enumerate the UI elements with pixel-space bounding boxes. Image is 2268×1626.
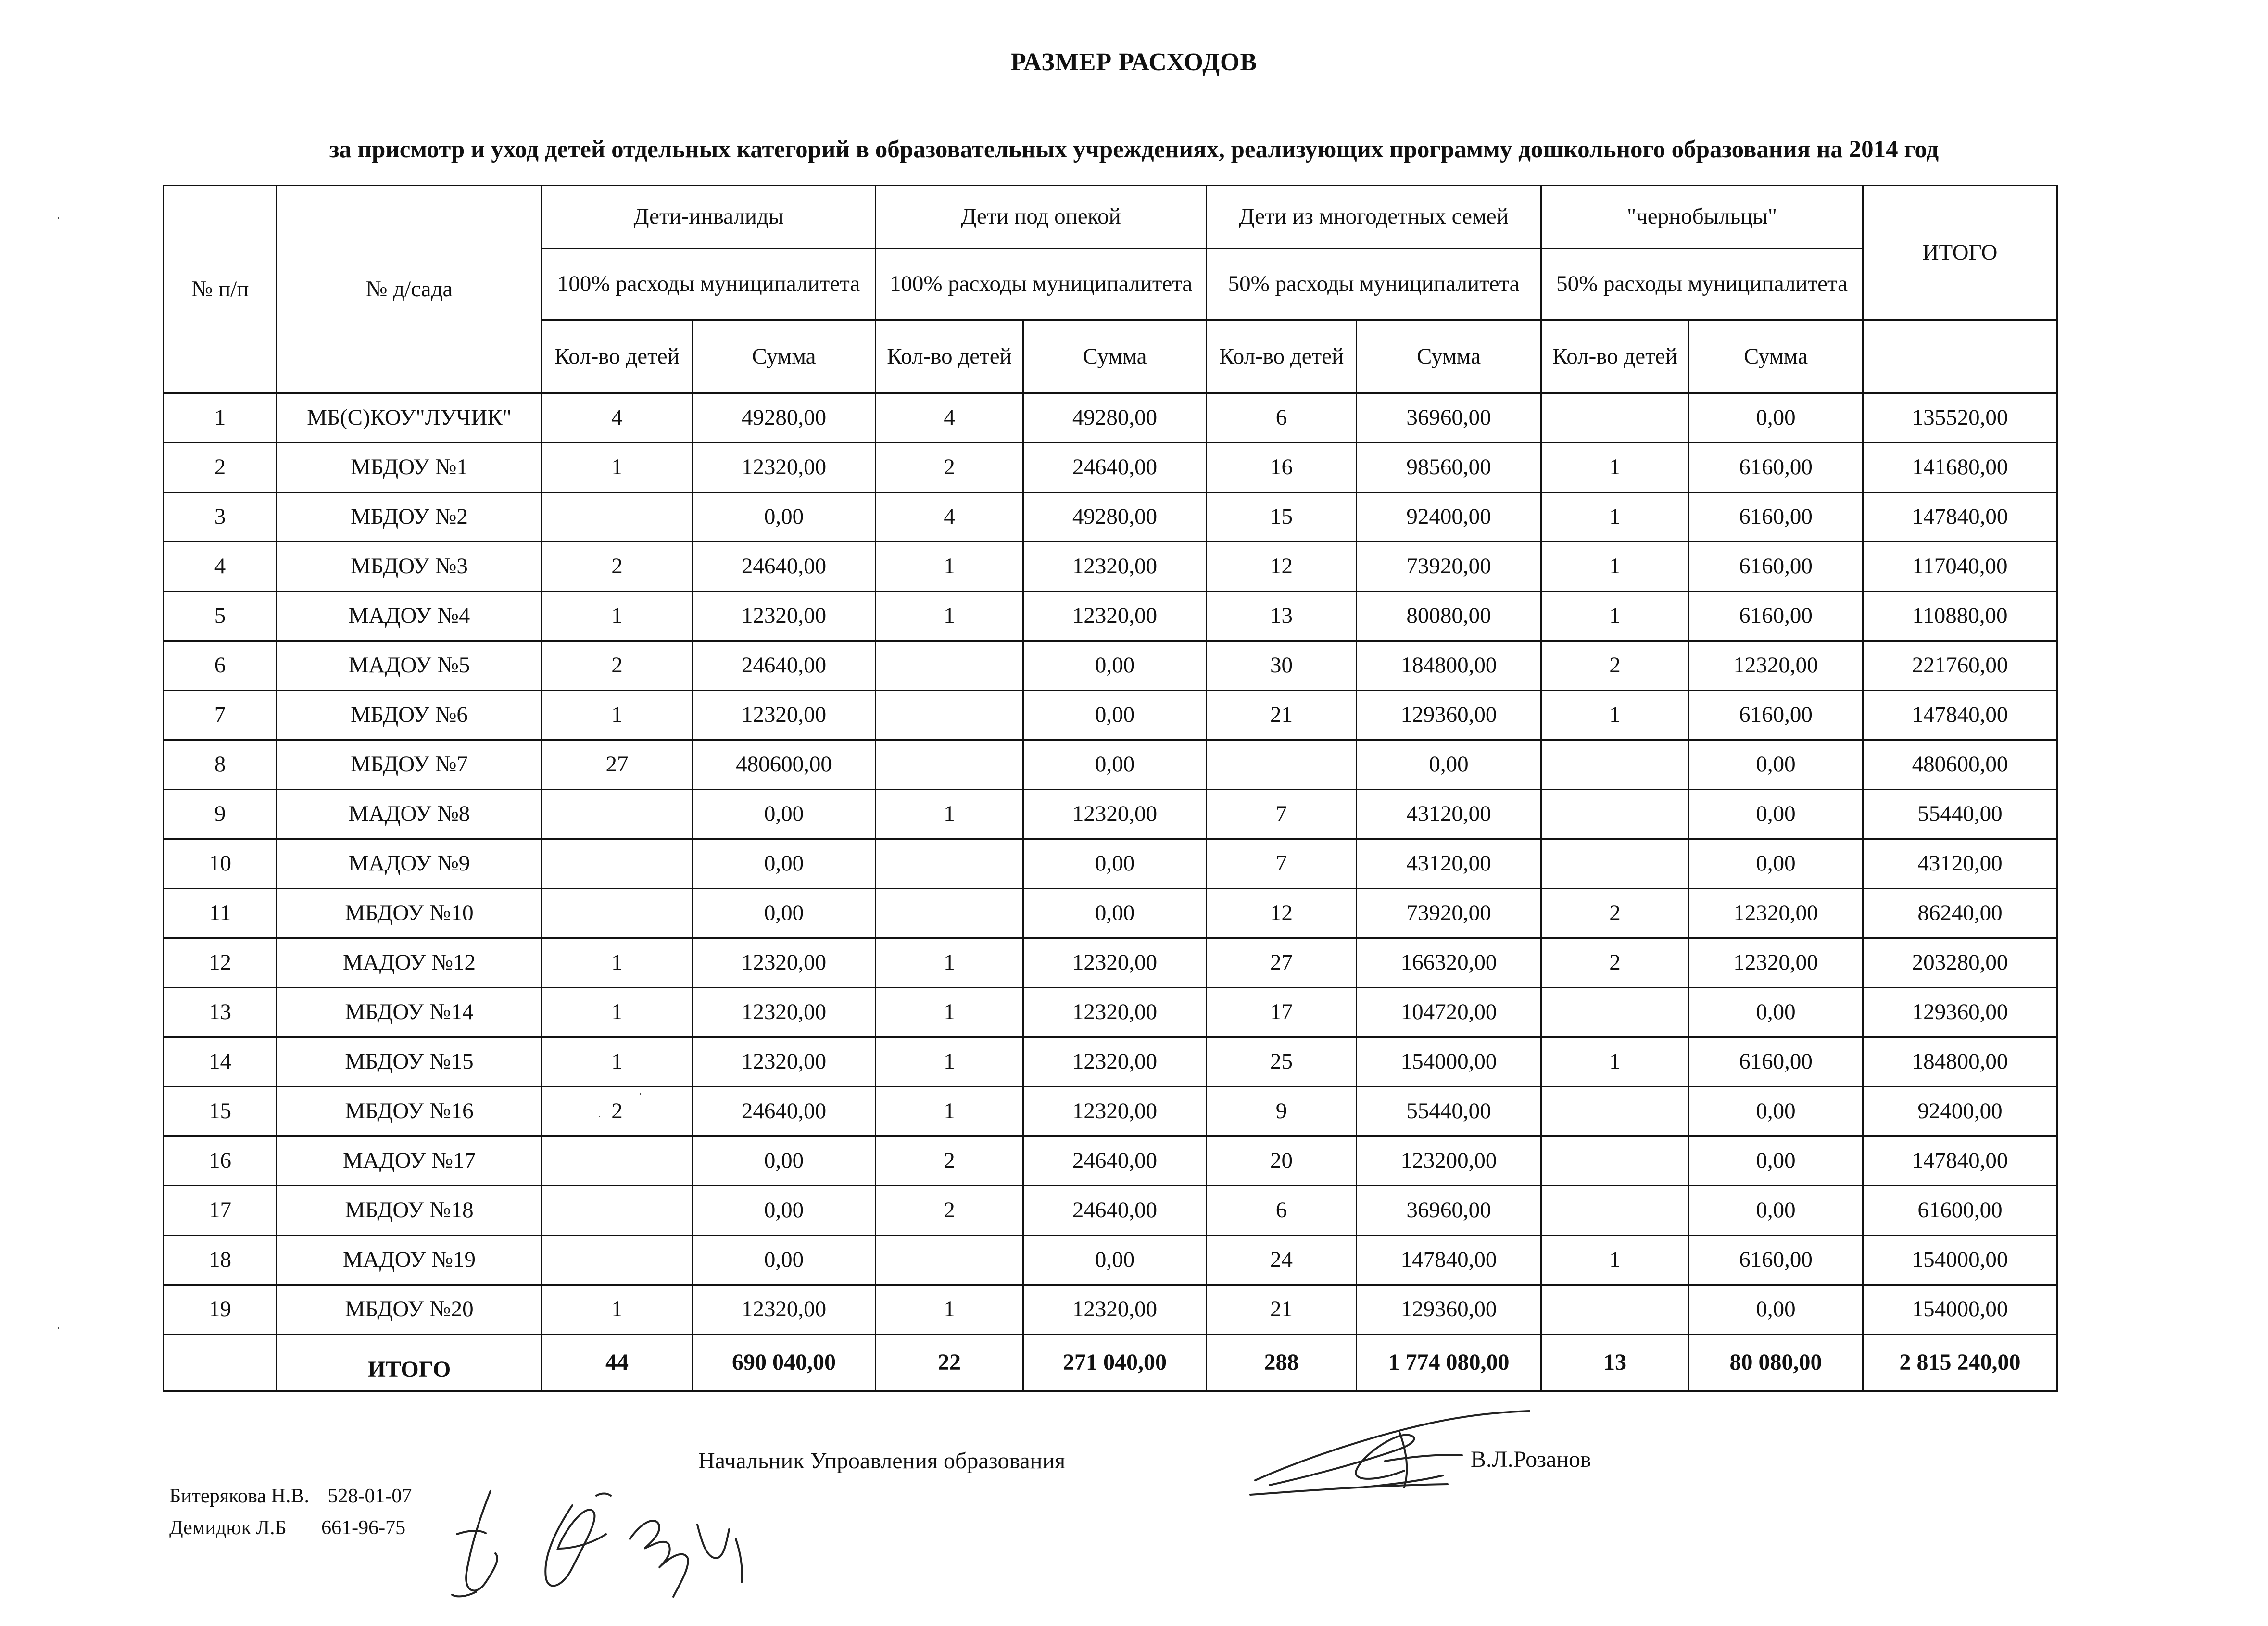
totals-row xyxy=(164,1335,2057,1391)
disabled-count-cell: 1 xyxy=(542,1285,693,1335)
guardianship-sum-cell: 12320,00 xyxy=(1023,1087,1207,1136)
row-num-cell: 12 xyxy=(164,938,277,988)
executors-signatures-image xyxy=(447,1476,813,1611)
contact-name: Демидюк Л.Б xyxy=(169,1517,287,1539)
guardianship-sum-cell: 12320,00 xyxy=(1023,790,1207,839)
chernobyl-count-cell: 1 xyxy=(1541,443,1689,492)
row-num-cell: 2 xyxy=(164,443,277,492)
chernobyl-sum-cell: 0,00 xyxy=(1689,393,1863,443)
totals-cell: 690 040,00 xyxy=(693,1335,876,1391)
large-families-sum-cell: 123200,00 xyxy=(1357,1136,1541,1186)
chernobyl-count-cell xyxy=(1541,839,1689,889)
contacts-block xyxy=(169,1480,412,1544)
table-row xyxy=(164,1136,2057,1186)
guardianship-sum-cell: 0,00 xyxy=(1023,839,1207,889)
table-row xyxy=(164,889,2057,938)
disabled-sum-cell: 24640,00 xyxy=(693,641,876,691)
header-note-large-families: 50% расходы муниципалитета xyxy=(1207,249,1541,320)
chernobyl-sum-cell: 12320,00 xyxy=(1689,641,1863,691)
table-row xyxy=(164,542,2057,592)
large-families-count-cell: 24 xyxy=(1207,1235,1357,1285)
disabled-sum-cell: 12320,00 xyxy=(693,988,876,1037)
totals-num-empty xyxy=(164,1335,277,1391)
table-row xyxy=(164,393,2057,443)
header-kindergarten: № д/сада xyxy=(277,186,542,393)
chernobyl-count-cell: 1 xyxy=(1541,592,1689,641)
row-total-cell: 117040,00 xyxy=(1863,542,2057,592)
kindergarten-name-cell: МБДОУ №1 xyxy=(277,443,542,492)
large-families-count-cell: 13 xyxy=(1207,592,1357,641)
chernobyl-sum-cell: 0,00 xyxy=(1689,1285,1863,1335)
disabled-count-cell xyxy=(542,790,693,839)
disabled-count-cell xyxy=(542,839,693,889)
disabled-sum-cell: 0,00 xyxy=(693,1186,876,1235)
table-row xyxy=(164,1285,2057,1335)
disabled-sum-cell: 0,00 xyxy=(693,1235,876,1285)
disabled-count-cell xyxy=(542,1186,693,1235)
large-families-sum-cell: 43120,00 xyxy=(1357,790,1541,839)
disabled-sum-cell: 0,00 xyxy=(693,839,876,889)
kindergarten-name-cell: МБДОУ №2 xyxy=(277,492,542,542)
large-families-count-cell: 17 xyxy=(1207,988,1357,1037)
header-note-chernobyl: 50% расходы муниципалитета xyxy=(1541,249,1863,320)
disabled-sum-cell: 0,00 xyxy=(693,492,876,542)
large-families-count-cell: 30 xyxy=(1207,641,1357,691)
header-note-guardianship: 100% расходы муниципалитета xyxy=(876,249,1207,320)
chernobyl-sum-cell: 0,00 xyxy=(1689,790,1863,839)
chernobyl-sum-cell: 0,00 xyxy=(1689,1136,1863,1186)
row-num-cell: 9 xyxy=(164,790,277,839)
table-row xyxy=(164,641,2057,691)
header-sum: Сумма xyxy=(693,320,876,393)
guardianship-count-cell: 2 xyxy=(876,1186,1023,1235)
expenses-table xyxy=(163,185,2058,1392)
header-total-empty xyxy=(1863,320,2057,393)
disabled-sum-cell: 0,00 xyxy=(693,1136,876,1186)
disabled-sum-cell: 24640,00 xyxy=(693,1087,876,1136)
disabled-sum-cell: 12320,00 xyxy=(693,443,876,492)
table-row xyxy=(164,1186,2057,1235)
row-total-cell: 147840,00 xyxy=(1863,1136,2057,1186)
header-count: Кол-во детей xyxy=(1541,320,1689,393)
header-num: № п/п xyxy=(164,186,277,393)
scan-speck xyxy=(58,1327,59,1329)
large-families-sum-cell: 36960,00 xyxy=(1357,1186,1541,1235)
large-families-count-cell: 12 xyxy=(1207,889,1357,938)
disabled-count-cell: 1 xyxy=(542,938,693,988)
disabled-count-cell: 1 xyxy=(542,691,693,740)
large-families-count-cell: 21 xyxy=(1207,691,1357,740)
chernobyl-sum-cell: 0,00 xyxy=(1689,839,1863,889)
guardianship-sum-cell: 0,00 xyxy=(1023,1235,1207,1285)
large-families-sum-cell: 184800,00 xyxy=(1357,641,1541,691)
totals-label: ИТОГО xyxy=(277,1335,542,1391)
contact-row xyxy=(169,1512,412,1544)
guardianship-sum-cell: 24640,00 xyxy=(1023,1186,1207,1235)
large-families-sum-cell: 73920,00 xyxy=(1357,889,1541,938)
large-families-sum-cell: 55440,00 xyxy=(1357,1087,1541,1136)
row-total-cell: 135520,00 xyxy=(1863,393,2057,443)
large-families-count-cell: 6 xyxy=(1207,1186,1357,1235)
kindergarten-name-cell: МБДОУ №15 xyxy=(277,1037,542,1087)
chernobyl-count-cell: 2 xyxy=(1541,938,1689,988)
disabled-count-cell: 1 xyxy=(542,988,693,1037)
row-total-cell: 203280,00 xyxy=(1863,938,2057,988)
guardianship-sum-cell: 0,00 xyxy=(1023,740,1207,790)
guardianship-count-cell: 1 xyxy=(876,592,1023,641)
chernobyl-count-cell: 1 xyxy=(1541,542,1689,592)
header-sum: Сумма xyxy=(1689,320,1863,393)
row-total-cell: 92400,00 xyxy=(1863,1087,2057,1136)
large-families-sum-cell: 129360,00 xyxy=(1357,691,1541,740)
scan-speck xyxy=(640,1093,641,1095)
chernobyl-count-cell: 1 xyxy=(1541,691,1689,740)
row-num-cell: 4 xyxy=(164,542,277,592)
chernobyl-count-cell xyxy=(1541,1285,1689,1335)
row-num-cell: 14 xyxy=(164,1037,277,1087)
large-families-count-cell: 12 xyxy=(1207,542,1357,592)
row-num-cell: 11 xyxy=(164,889,277,938)
large-families-sum-cell: 0,00 xyxy=(1357,740,1541,790)
row-total-cell: 43120,00 xyxy=(1863,839,2057,889)
large-families-sum-cell: 129360,00 xyxy=(1357,1285,1541,1335)
chernobyl-count-cell: 1 xyxy=(1541,492,1689,542)
kindergarten-name-cell: МБДОУ №18 xyxy=(277,1186,542,1235)
chernobyl-sum-cell: 6160,00 xyxy=(1689,592,1863,641)
disabled-count-cell: 4 xyxy=(542,393,693,443)
row-num-cell: 16 xyxy=(164,1136,277,1186)
row-total-cell: 147840,00 xyxy=(1863,492,2057,542)
scan-speck xyxy=(599,1116,600,1117)
disabled-sum-cell: 0,00 xyxy=(693,889,876,938)
disabled-count-cell xyxy=(542,1136,693,1186)
large-families-count-cell xyxy=(1207,740,1357,790)
table-row xyxy=(164,1037,2057,1087)
document-subtitle: за присмотр и уход детей отдельных категорий в образовательных учреждениях, реализующих программу дошкольного образования на 2014 год xyxy=(329,136,1939,163)
row-num-cell: 13 xyxy=(164,988,277,1037)
table-row xyxy=(164,492,2057,542)
chernobyl-count-cell: 1 xyxy=(1541,1235,1689,1285)
row-total-cell: 129360,00 xyxy=(1863,988,2057,1037)
header-sum: Сумма xyxy=(1357,320,1541,393)
chernobyl-count-cell: 1 xyxy=(1541,1037,1689,1087)
header-count: Кол-во детей xyxy=(1207,320,1357,393)
header-total: ИТОГО xyxy=(1863,186,2057,320)
chernobyl-sum-cell: 0,00 xyxy=(1689,1186,1863,1235)
header-group-chernobyl: "чернобыльцы" xyxy=(1541,186,1863,249)
chernobyl-count-cell xyxy=(1541,1136,1689,1186)
guardianship-count-cell: 1 xyxy=(876,1285,1023,1335)
chernobyl-sum-cell: 6160,00 xyxy=(1689,542,1863,592)
disabled-count-cell: 1 xyxy=(542,592,693,641)
guardianship-count-cell: 2 xyxy=(876,1136,1023,1186)
row-total-cell: 86240,00 xyxy=(1863,889,2057,938)
totals-cell: 44 xyxy=(542,1335,693,1391)
table-row xyxy=(164,938,2057,988)
disabled-count-cell: 1 xyxy=(542,1037,693,1087)
header-group-disabled: Дети-инвалиды xyxy=(542,186,876,249)
row-total-cell: 55440,00 xyxy=(1863,790,2057,839)
kindergarten-name-cell: МБДОУ №10 xyxy=(277,889,542,938)
row-num-cell: 1 xyxy=(164,393,277,443)
guardianship-sum-cell: 12320,00 xyxy=(1023,988,1207,1037)
header-row-groups xyxy=(164,186,2057,249)
guardianship-count-cell xyxy=(876,889,1023,938)
table-row xyxy=(164,790,2057,839)
kindergarten-name-cell: МБДОУ №3 xyxy=(277,542,542,592)
row-num-cell: 19 xyxy=(164,1285,277,1335)
disabled-sum-cell: 480600,00 xyxy=(693,740,876,790)
chernobyl-sum-cell: 12320,00 xyxy=(1689,938,1863,988)
large-families-count-cell: 27 xyxy=(1207,938,1357,988)
row-num-cell: 7 xyxy=(164,691,277,740)
totals-cell: 288 xyxy=(1207,1335,1357,1391)
chernobyl-count-cell: 2 xyxy=(1541,641,1689,691)
guardianship-count-cell xyxy=(876,740,1023,790)
guardianship-count-cell xyxy=(876,641,1023,691)
contact-row xyxy=(169,1480,412,1512)
guardianship-sum-cell: 24640,00 xyxy=(1023,443,1207,492)
kindergarten-name-cell: МБДОУ №7 xyxy=(277,740,542,790)
kindergarten-name-cell: МБДОУ №16 xyxy=(277,1087,542,1136)
large-families-sum-cell: 73920,00 xyxy=(1357,542,1541,592)
footer-signatory: В.Л.Розанов xyxy=(1471,1447,1591,1472)
table-row xyxy=(164,592,2057,641)
row-num-cell: 3 xyxy=(164,492,277,542)
kindergarten-name-cell: МБДОУ №6 xyxy=(277,691,542,740)
guardianship-count-cell: 4 xyxy=(876,393,1023,443)
guardianship-sum-cell: 0,00 xyxy=(1023,889,1207,938)
guardianship-sum-cell: 0,00 xyxy=(1023,691,1207,740)
disabled-sum-cell: 0,00 xyxy=(693,790,876,839)
kindergarten-name-cell: МБДОУ №20 xyxy=(277,1285,542,1335)
large-families-sum-cell: 154000,00 xyxy=(1357,1037,1541,1087)
kindergarten-name-cell: МАДОУ №12 xyxy=(277,938,542,988)
large-families-sum-cell: 166320,00 xyxy=(1357,938,1541,988)
chernobyl-sum-cell: 6160,00 xyxy=(1689,1235,1863,1285)
totals-cell: 80 080,00 xyxy=(1689,1335,1863,1391)
kindergarten-name-cell: МБДОУ №14 xyxy=(277,988,542,1037)
large-families-count-cell: 25 xyxy=(1207,1037,1357,1087)
disabled-count-cell xyxy=(542,492,693,542)
row-num-cell: 8 xyxy=(164,740,277,790)
totals-cell: 1 774 080,00 xyxy=(1357,1335,1541,1391)
guardianship-count-cell xyxy=(876,839,1023,889)
totals-cell: 22 xyxy=(876,1335,1023,1391)
disabled-count-cell: 27 xyxy=(542,740,693,790)
table-row xyxy=(164,1235,2057,1285)
row-total-cell: 221760,00 xyxy=(1863,641,2057,691)
contact-name: Битерякова Н.В. xyxy=(169,1485,309,1507)
disabled-count-cell: 1 xyxy=(542,443,693,492)
table-row xyxy=(164,691,2057,740)
contact-phone: 528-01-07 xyxy=(328,1485,412,1507)
disabled-sum-cell: 12320,00 xyxy=(693,1285,876,1335)
chernobyl-count-cell xyxy=(1541,740,1689,790)
guardianship-sum-cell: 12320,00 xyxy=(1023,542,1207,592)
row-num-cell: 17 xyxy=(164,1186,277,1235)
row-total-cell: 141680,00 xyxy=(1863,443,2057,492)
row-num-cell: 18 xyxy=(164,1235,277,1285)
large-families-count-cell: 21 xyxy=(1207,1285,1357,1335)
table-row xyxy=(164,443,2057,492)
totals-cell: 271 040,00 xyxy=(1023,1335,1207,1391)
large-families-sum-cell: 104720,00 xyxy=(1357,988,1541,1037)
guardianship-count-cell: 2 xyxy=(876,443,1023,492)
disabled-count-cell xyxy=(542,889,693,938)
disabled-sum-cell: 24640,00 xyxy=(693,542,876,592)
header-note-disabled: 100% расходы муниципалитета xyxy=(542,249,876,320)
guardianship-count-cell xyxy=(876,1235,1023,1285)
chernobyl-sum-cell: 12320,00 xyxy=(1689,889,1863,938)
large-families-sum-cell: 43120,00 xyxy=(1357,839,1541,889)
guardianship-sum-cell: 12320,00 xyxy=(1023,1037,1207,1087)
table-row xyxy=(164,839,2057,889)
guardianship-count-cell: 1 xyxy=(876,542,1023,592)
header-group-large-families: Дети из многодетных семей xyxy=(1207,186,1541,249)
disabled-sum-cell: 12320,00 xyxy=(693,592,876,641)
scan-speck xyxy=(58,217,59,219)
large-families-count-cell: 7 xyxy=(1207,839,1357,889)
large-families-count-cell: 9 xyxy=(1207,1087,1357,1136)
kindergarten-name-cell: МАДОУ №4 xyxy=(277,592,542,641)
guardianship-sum-cell: 12320,00 xyxy=(1023,1285,1207,1335)
chernobyl-count-cell xyxy=(1541,790,1689,839)
guardianship-count-cell: 1 xyxy=(876,790,1023,839)
guardianship-count-cell: 1 xyxy=(876,1087,1023,1136)
guardianship-sum-cell: 49280,00 xyxy=(1023,492,1207,542)
row-total-cell: 480600,00 xyxy=(1863,740,2057,790)
disabled-sum-cell: 49280,00 xyxy=(693,393,876,443)
chernobyl-sum-cell: 6160,00 xyxy=(1689,1037,1863,1087)
kindergarten-name-cell: МБ(С)КОУ"ЛУЧИК" xyxy=(277,393,542,443)
contact-phone: 661-96-75 xyxy=(321,1517,406,1539)
chernobyl-sum-cell: 6160,00 xyxy=(1689,443,1863,492)
large-families-sum-cell: 98560,00 xyxy=(1357,443,1541,492)
large-families-sum-cell: 92400,00 xyxy=(1357,492,1541,542)
row-total-cell: 110880,00 xyxy=(1863,592,2057,641)
chernobyl-sum-cell: 0,00 xyxy=(1689,740,1863,790)
guardianship-sum-cell: 12320,00 xyxy=(1023,592,1207,641)
chernobyl-count-cell: 2 xyxy=(1541,889,1689,938)
chernobyl-sum-cell: 6160,00 xyxy=(1689,691,1863,740)
footer-position: Начальник Упроавления образования xyxy=(698,1448,1066,1474)
totals-cell: 13 xyxy=(1541,1335,1689,1391)
kindergarten-name-cell: МАДОУ №19 xyxy=(277,1235,542,1285)
row-num-cell: 15 xyxy=(164,1087,277,1136)
table-row xyxy=(164,740,2057,790)
guardianship-sum-cell: 49280,00 xyxy=(1023,393,1207,443)
chernobyl-count-cell xyxy=(1541,988,1689,1037)
large-families-count-cell: 6 xyxy=(1207,393,1357,443)
chernobyl-count-cell xyxy=(1541,1087,1689,1136)
disabled-count-cell: 2 xyxy=(542,641,693,691)
guardianship-count-cell: 1 xyxy=(876,938,1023,988)
large-families-count-cell: 16 xyxy=(1207,443,1357,492)
large-families-count-cell: 15 xyxy=(1207,492,1357,542)
row-num-cell: 5 xyxy=(164,592,277,641)
chernobyl-sum-cell: 0,00 xyxy=(1689,1087,1863,1136)
guardianship-count-cell xyxy=(876,691,1023,740)
guardianship-sum-cell: 0,00 xyxy=(1023,641,1207,691)
guardianship-count-cell: 1 xyxy=(876,1037,1023,1087)
guardianship-sum-cell: 24640,00 xyxy=(1023,1136,1207,1186)
guardianship-count-cell: 1 xyxy=(876,988,1023,1037)
table-row xyxy=(164,1087,2057,1136)
kindergarten-name-cell: МАДОУ №9 xyxy=(277,839,542,889)
header-count: Кол-во детей xyxy=(542,320,693,393)
header-sum: Сумма xyxy=(1023,320,1207,393)
guardianship-count-cell: 4 xyxy=(876,492,1023,542)
large-families-sum-cell: 80080,00 xyxy=(1357,592,1541,641)
chernobyl-sum-cell: 6160,00 xyxy=(1689,492,1863,542)
totals-cell: 2 815 240,00 xyxy=(1863,1335,2057,1391)
row-total-cell: 147840,00 xyxy=(1863,691,2057,740)
row-total-cell: 184800,00 xyxy=(1863,1037,2057,1087)
disabled-sum-cell: 12320,00 xyxy=(693,691,876,740)
kindergarten-name-cell: МАДОУ №8 xyxy=(277,790,542,839)
disabled-sum-cell: 12320,00 xyxy=(693,938,876,988)
table-row xyxy=(164,988,2057,1037)
large-families-count-cell: 20 xyxy=(1207,1136,1357,1186)
row-total-cell: 61600,00 xyxy=(1863,1186,2057,1235)
disabled-sum-cell: 12320,00 xyxy=(693,1037,876,1087)
row-total-cell: 154000,00 xyxy=(1863,1235,2057,1285)
disabled-count-cell: 2 xyxy=(542,542,693,592)
row-num-cell: 6 xyxy=(164,641,277,691)
head-signature-image xyxy=(1241,1403,1539,1509)
kindergarten-name-cell: МАДОУ №5 xyxy=(277,641,542,691)
row-num-cell: 10 xyxy=(164,839,277,889)
document-title: РАЗМЕР РАСХОДОВ xyxy=(1010,49,1258,76)
large-families-sum-cell: 147840,00 xyxy=(1357,1235,1541,1285)
disabled-count-cell xyxy=(542,1235,693,1285)
guardianship-sum-cell: 12320,00 xyxy=(1023,938,1207,988)
large-families-count-cell: 7 xyxy=(1207,790,1357,839)
chernobyl-count-cell xyxy=(1541,1186,1689,1235)
header-group-guardianship: Дети под опекой xyxy=(876,186,1207,249)
header-count: Кол-во детей xyxy=(876,320,1023,393)
chernobyl-sum-cell: 0,00 xyxy=(1689,988,1863,1037)
table-body xyxy=(164,393,2057,1335)
chernobyl-count-cell xyxy=(1541,393,1689,443)
row-total-cell: 154000,00 xyxy=(1863,1285,2057,1335)
kindergarten-name-cell: МАДОУ №17 xyxy=(277,1136,542,1186)
large-families-sum-cell: 36960,00 xyxy=(1357,393,1541,443)
disabled-count-cell: 2 xyxy=(542,1087,693,1136)
